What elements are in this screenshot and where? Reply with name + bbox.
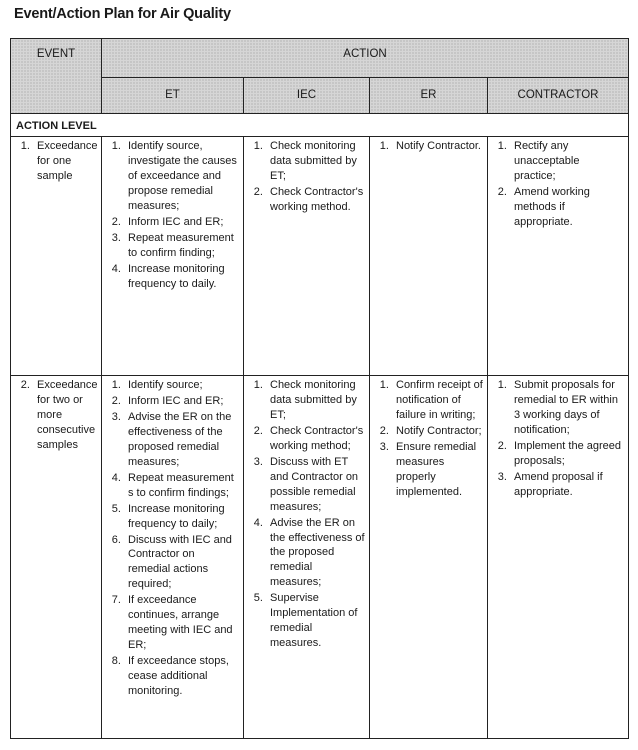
list-item: 1. Rectify any unacceptable practice;: [510, 139, 624, 184]
table-row: [11, 137, 629, 376]
list-item: 4. Repeat measurement s to confirm findings;: [124, 471, 239, 501]
list-item: 1. Check monitoring data submitted by ET;: [266, 378, 365, 423]
list-item: 3. Discuss with ET and Contractor on possible remedial measures;: [266, 455, 365, 515]
header-event: EVENT: [11, 39, 102, 114]
list-item: 5. Increase monitoring frequency to daily;: [124, 502, 239, 532]
page-title: Event/Action Plan for Air Quality: [14, 6, 231, 22]
action-level-label: ACTION LEVEL: [11, 114, 629, 137]
list-item: 2. Check Contractor's working method.: [266, 185, 365, 215]
header-er: ER: [370, 78, 488, 114]
list-item: 1. Identify source, investigate the causes of exceedance and propose remedial measures;: [124, 139, 239, 214]
list-item: 7. If exceedance continues, arrange meeting with IEC and ER;: [124, 593, 239, 653]
list-item: 1. Check monitoring data submitted by ET;: [266, 139, 365, 184]
event-action-table: [10, 38, 629, 739]
list-item: 1. Confirm receipt of notification of failure in writing;: [392, 378, 483, 423]
event-cell: [11, 137, 102, 376]
list-item: 1. Notify Contractor.: [392, 139, 483, 154]
et-cell: [102, 137, 244, 376]
list-item: 2. Inform IEC and ER;: [124, 394, 239, 409]
list-item: 2. Inform IEC and ER;: [124, 215, 239, 230]
list-item: 2. Notify Contractor;: [392, 424, 483, 439]
list-item: 1. Identify source;: [124, 378, 239, 393]
list-item: 3. Amend proposal if appropriate.: [510, 470, 624, 500]
list-item: 1. Exceedance for one sample: [33, 139, 97, 184]
list-item: 2. Check Contractor's working method;: [266, 424, 365, 454]
list-item: 6. Discuss with IEC and Contractor on remedial actions required;: [124, 533, 239, 593]
list-item: 2. Amend working methods if appropriate.: [510, 185, 624, 230]
iec-cell: [244, 376, 370, 739]
table-row: [11, 376, 629, 739]
list-item: 8. If exceedance stops, cease additional monitoring.: [124, 654, 239, 699]
list-item: 3. Repeat measurement to confirm finding;: [124, 231, 239, 261]
header-et: ET: [102, 78, 244, 114]
iec-cell: [244, 137, 370, 376]
list-item: 5. Supervise Implementation of remedial measures.: [266, 591, 365, 651]
list-item: 1. Submit proposals for remedial to ER within 3 working days of notification;: [510, 378, 624, 438]
header-iec: IEC: [244, 78, 370, 114]
list-item: 4. Advise the ER on the effectiveness of the proposed remedial measures;: [266, 516, 365, 591]
et-cell: [102, 376, 244, 739]
event-cell: [11, 376, 102, 739]
header-action: ACTION: [102, 39, 629, 78]
list-item: 4. Increase monitoring frequency to daily.: [124, 262, 239, 292]
contractor-cell: [488, 376, 629, 739]
list-item: 3. Ensure remedial measures properly implemented.: [392, 440, 483, 500]
list-item: 3. Advise the ER on the effectiveness of the proposed remedial measures;: [124, 410, 239, 470]
er-cell: [370, 376, 488, 739]
list-item: 2. Exceedance for two or more consecutive samples: [33, 378, 97, 453]
header-contractor: CONTRACTOR: [488, 78, 629, 114]
er-cell: [370, 137, 488, 376]
list-item: 2. Implement the agreed proposals;: [510, 439, 624, 469]
contractor-cell: [488, 137, 629, 376]
